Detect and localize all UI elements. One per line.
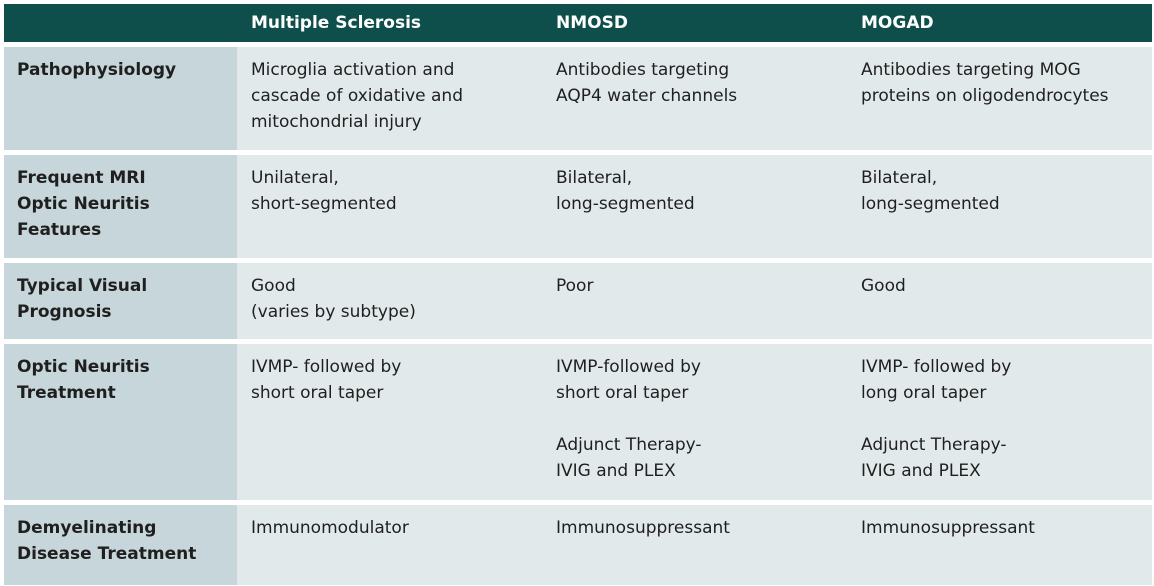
header-cell-multiple-sclerosis: Multiple Sclerosis <box>251 13 422 33</box>
table-cell: Immunomodulator <box>237 505 542 585</box>
table-cell: Antibodies targeting AQP4 water channels <box>542 47 847 150</box>
table-cell: Good <box>847 263 1152 339</box>
table-cell: Bilateral, long-segmented <box>847 155 1152 258</box>
table-cell: IVMP- followed by short oral taper <box>237 344 542 500</box>
table-cell: Immunosuppressant <box>542 505 847 585</box>
table-row <box>4 47 1152 150</box>
table-cell: IVMP-followed by short oral taper Adjunct Therapy- IVIG and PLEX <box>542 344 847 500</box>
table-cell: Bilateral, long-segmented <box>542 155 847 258</box>
row-label: Frequent MRI Optic Neuritis Features <box>4 155 237 258</box>
table-row <box>4 505 1152 585</box>
header-cell-empty <box>4 4 237 42</box>
table-cell: Poor <box>542 263 847 339</box>
table-cell: IVMP- followed by long oral taper Adjunct Therapy- IVIG and PLEX <box>847 344 1152 500</box>
table-cell: Microglia activation and cascade of oxidative and mitochondrial injury <box>237 47 542 150</box>
row-label: Pathophysiology <box>4 47 237 150</box>
comparison-table <box>4 4 1152 585</box>
table-cell: Immunosuppressant <box>847 505 1152 585</box>
row-label: Demyelinating Disease Treatment <box>4 505 237 585</box>
table-row <box>4 155 1152 258</box>
table-row <box>4 344 1152 500</box>
header-cell-mogad: MOGAD <box>861 13 934 33</box>
row-label: Optic Neuritis Treatment <box>4 344 237 500</box>
table-cell: Good (varies by subtype) <box>237 263 542 339</box>
table-header-row <box>4 4 1152 42</box>
header-cell-nmosd: NMOSD <box>556 13 628 33</box>
table-row <box>4 263 1152 339</box>
row-label: Typical Visual Prognosis <box>4 263 237 339</box>
table-cell: Antibodies targeting MOG proteins on oligodendrocytes <box>847 47 1152 150</box>
table-cell: Unilateral, short-segmented <box>237 155 542 258</box>
